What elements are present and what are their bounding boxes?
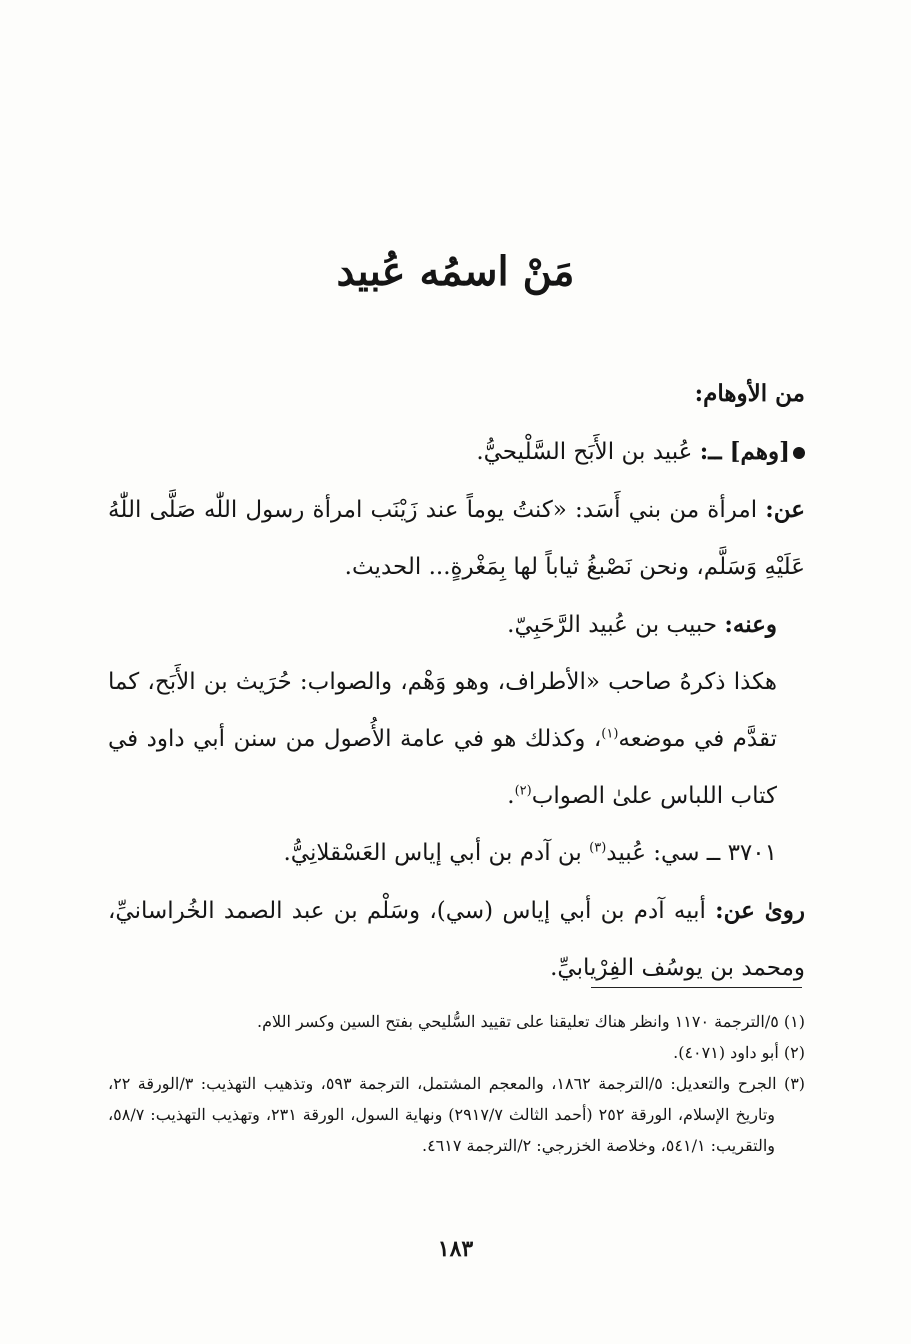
an-label: عن: (765, 496, 805, 523)
footnote-ref-1: (١) (601, 726, 619, 742)
awham-heading-label: من الأوهام: (694, 380, 805, 407)
footnotes (108, 1006, 805, 1161)
note-paragraph-end: . (507, 783, 515, 809)
anhu-paragraph (108, 596, 805, 654)
waham-entry (108, 423, 805, 481)
awham-heading (108, 365, 805, 423)
entry-after: بن آدم بن أبي إياس العَسْقلانِيُّ. (283, 840, 590, 866)
entry-before: ٣٧٠١ ــ سي: عُبيد (606, 840, 777, 866)
footnote-3: (٣) الجرح والتعديل: ٥/الترجمة ١٨٦٢، والمعجم المشتمل، الترجمة ٥٩٣، وتذهيب التهذيب: ٣/الورقة ٢٢، وتاريخ الإسلام، الورقة ٢٥٢ (أحمد الثالث ٢٩١٧/٧) ونهاية السول، الورقة ٢٣١، وتهذيب التهذيب: ٥٨/٧، والتقريب: ٥٤١/١، وخلاصة الخزرجي: ٢/الترجمة ٤٦١٧. (108, 1074, 806, 1155)
anhu-text: حبيب بن عُبيد الرَّحَبِيّ. (507, 612, 725, 638)
note-paragraph (108, 654, 805, 825)
page-number: ١٨٣ (437, 1236, 474, 1262)
an-paragraph (108, 481, 805, 596)
bullet-icon (793, 447, 805, 459)
main-text (108, 365, 805, 997)
section-title: مَنْ اسمُه عُبيد (336, 248, 575, 295)
footnote-ref-2: (٢) (514, 783, 532, 799)
an-text: امرأة من بني أَسَد: «كنتُ يوماً عند زَيْنَب امرأة رسول اللّٰه صَلَّى اللّٰهُ عَلَيْهِ وَسَلَّم، ونحن نَصْبغُ ثياباً لها بِمَغْرةٍ... الحديث. (108, 497, 805, 580)
entry-3701 (108, 825, 805, 882)
footnote-ref-3: (٣) (589, 840, 607, 856)
footnote-1: (١) ٥/الترجمة ١١٧٠ وانظر هناك تعليقنا على تقييد السُّليحي بفتح السين وكسر اللام. (257, 1012, 805, 1031)
rawa-paragraph (108, 882, 805, 997)
note-paragraph-middle: ، وكذلك هو في عامة الأُصول من سنن أبي داود في كتاب اللباس علىٰ الصواب (108, 726, 777, 809)
rawa-text: أبيه آدم بن أبي إياس (سي)، وسَلْم بن عبد الصمد الخُراسانيِّ، ومحمد بن يوسُف الفِرْيابيِّ. (108, 898, 805, 981)
waham-name: عُبيد بن الأَبَح السَّلْيحيُّ. (476, 439, 700, 465)
footnote-divider (591, 987, 802, 988)
waham-label: [وهم] ــ: (699, 438, 790, 465)
footnote-2: (٢) أبو داود (٤٠٧١). (673, 1043, 805, 1062)
rawa-label: روىٰ عن: (715, 897, 805, 924)
note-paragraph-before: هكذا ذكرهُ صاحب «الأطراف، وهو وَهْم، والصواب: حُرَيث بن الأَبَح، كما تقدَّم في موضعه (108, 669, 777, 752)
anhu-label: وعنه: (724, 611, 777, 638)
